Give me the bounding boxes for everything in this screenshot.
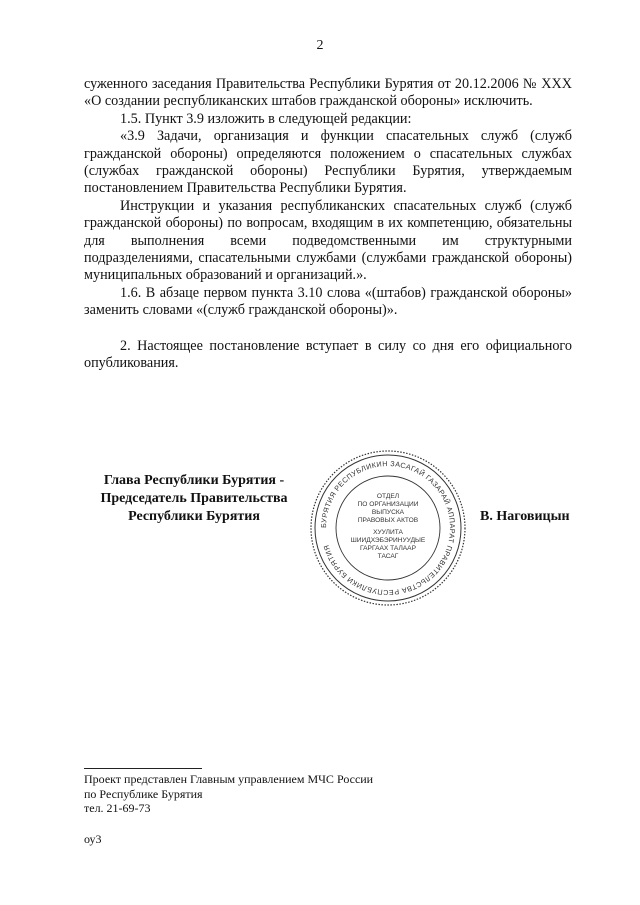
seal-ring-text: БУРЯТИЯ РЕСПУБЛИКИН ЗАСАГАЙ ГАЗАРАЙ АППАРАТ ПРАВИТЕЛЬСТВА РЕСПУБЛИКИ БУРЯТИЯ: [318, 458, 458, 598]
document-body: [84, 76, 572, 373]
page-number: 2: [316, 38, 324, 53]
svg-text:БУРЯТИЯ РЕСПУБЛИКИН ЗАСАГАЙ ГА: [319, 459, 457, 597]
footer-line: по Республике Бурятия: [84, 786, 203, 801]
seal-center-text: ХУУЛИТА: [373, 529, 403, 536]
paragraph-continuation: суженного заседания Правительства Республики Бурятия от 20.12.2006 № XXX «О создании республиканских штабов гражданской обороны» исключить.: [84, 76, 572, 110]
paragraph-item-1-6: 1.6. В абзаце первом пункта 3.10 слова «(штабов) гражданской обороны» заменить словами «(служб гражданской обороны)».: [84, 284, 572, 319]
seal-center-text: ВЫПУСКА: [371, 509, 405, 516]
seal-center-text: ОТДЕЛ: [376, 493, 400, 500]
signatory-title: [82, 472, 306, 526]
footer-divider: [84, 768, 202, 769]
paragraph-item-2: 2. Настоящее постановление вступает в силу со дня его официального опубликования.: [84, 337, 572, 372]
signatory-name: В. Наговицын: [480, 509, 570, 524]
seal-center-text: ПРАВОВЫХ АКТОВ: [357, 517, 419, 524]
paragraph-instructions: Инструкции и указания республиканских спасательных служб (служб гражданской обороны) по вопросам, входящим в их компетенцию, обязательны для выполнения всеми подведомственными им структурными подразделениями, спасательными службами (службами гражданской обороны) муниципальных образований и организаций.».: [84, 197, 572, 284]
footer-phone: тел. 21-69-73: [84, 801, 151, 815]
signatory-title-line: Республики Бурятия: [128, 509, 260, 524]
footer-line: Проект представлен Главным управлением МЧС России: [84, 772, 374, 786]
seal-center-text: ГАРГААХ ТАЛААР: [360, 545, 416, 552]
paragraph-quote-3-9: «3.9 Задачи, организация и функции спасательных служб (служб гражданской обороны) определяются положением о спасательных службах (службах гражданской обороны) Республики Бурятия, утверждаемым постановлением Правительства Республики Бурятия.: [84, 128, 572, 197]
seal-center-text: ПО ОРГАНИЗАЦИИ: [357, 501, 419, 508]
paragraph-item-1-5: 1.5. Пункт 3.9 изложить в следующей редакции:: [120, 110, 412, 127]
signatory-title-line: Председатель Правительства: [100, 491, 288, 506]
seal-center-text: ТАСАГ: [377, 553, 399, 560]
document-code: оу3: [84, 832, 102, 846]
signatory-title-line: Глава Республики Бурятия -: [103, 473, 285, 488]
footer-note: [84, 772, 484, 816]
official-seal: [308, 448, 468, 608]
seal-center-text: ШИИДХЭБЭРИНУУДЫЕ: [350, 537, 426, 544]
